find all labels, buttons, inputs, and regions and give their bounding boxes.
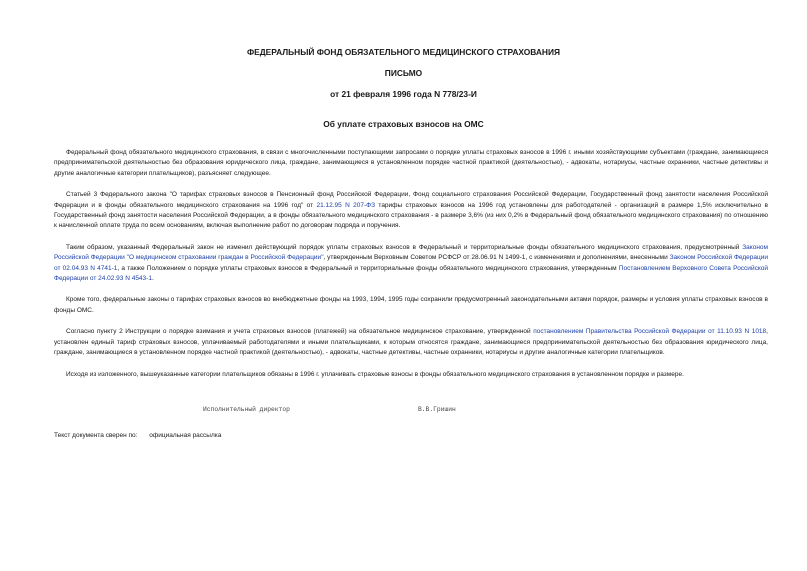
document-type: ПИСЬМО	[384, 68, 423, 78]
paragraph-5-text-a: Согласно пункту 2 Инструкции о порядке взимания и учета страховых взносов (платежей) на обязательное медицинское страхование, утвержденной	[66, 328, 534, 336]
document-subject: Об уплате страховых взносов на ОМС	[323, 119, 484, 129]
medical-insurance-law-link[interactable]: Законом Российской Федерации "О медицинском страховании граждан в Российской Федерации"	[54, 243, 768, 262]
paragraph-3-text-d: .	[151, 275, 154, 283]
signature-name: В.В.Гришин	[418, 406, 456, 413]
source-note	[54, 432, 221, 439]
paragraph-2-text-b: тарифы страховых взносов на 1996 год установлены для работодателей - организаций в размере 1,5% исключительно в Государственный фонд занятости населения Российской Федерации, а в фонды обязательного медицинского страхования - в размере 3,6% (из них 0,2% в Федеральный фонд обязательного медицинского страхования) по отношению к начисленной оплате труда по всем основаниям, включая выполнение работ по договорам подряда и поручения.	[54, 201, 769, 230]
law-207-fz-link[interactable]: 21.12.95 N 207-ФЗ	[316, 201, 376, 209]
organization-title: ФЕДЕРАЛЬНЫЙ ФОНД ОБЯЗАТЕЛЬНОГО МЕДИЦИНСКОГО СТРАХОВАНИЯ	[246, 47, 561, 57]
government-resolution-1018-link[interactable]: постановлением Правительства Российской Федерации от 11.10.93 N 1018	[533, 328, 767, 336]
paragraph-3-text-a: Таким образом, указанный Федеральный закон не изменил действующий порядок уплаты страховых взносов в Федеральный и территориальные фонды обязательного медицинского страхования, предусмотренный	[66, 243, 743, 251]
document-date-number: от 21 февраля 1996 года N 778/23-И	[330, 89, 477, 99]
paragraph-4: Кроме того, федеральные законы о тарифах страховых взносов во внебюджетные фонды на 1993, 1994, 1995 годы сохранили предусмотренный законодательными актами порядок, размеры и условия уплаты страховых взносов в фонды ОМС.	[54, 296, 768, 314]
paragraph-3	[54, 243, 768, 285]
paragraph-3-text-c: , а также Положением о порядке уплаты страховых взносов в Федеральный и территориальные фонды обязательного медицинского страхования, утвержденным	[117, 264, 619, 272]
source-label: Текст документа сверен по:	[54, 432, 138, 439]
paragraph-2-text-a: Статьей 3 Федерального закона "О тарифах страховых взносов в Пенсионный фонд Российской Федерации, Фонд социального страхования Российской Федерации, Государственный фонд занятости населения Российской Федерации и в фонды обязательного медицинского страхования на 1996 год" от	[54, 191, 768, 209]
law-4741-1-link[interactable]: Законом Российской Федерации от 02.04.93 N 4741-1	[54, 254, 769, 272]
paragraph-1: Федеральный фонд обязательного медицинского страхования, в связи с многочисленными поступающими запросами о порядке уплаты страховых взносов в 1996 г. иными хозяйствующими субъектами (граждане, занимающиеся предпринимательской деятельностью без образования юридического лица, граждане, занимающиеся в установленном порядке частной практикой (деятельностью), - адвокаты, нотариусы, частные охранники, частные детективы и другие аналогичные категории плательщиков), разъясняет следующее.	[54, 149, 768, 177]
resolution-4543-1-link[interactable]: Постановлением Верховного Совета Российской Федерации от 24.02.93 N 4543-1	[54, 264, 768, 283]
paragraph-2	[54, 190, 768, 232]
paragraph-6: Исходя из изложенного, вышеуказанные категории плательщиков обязаны в 1996 г. уплачивать страховые взносы в фонды обязательного медицинского страхования в установленном порядке и размере.	[66, 370, 684, 378]
source-value: официальная рассылка	[149, 432, 222, 439]
paragraph-5	[54, 327, 768, 358]
signature-position: Исполнительный директор	[203, 406, 290, 413]
paragraph-3-text-b: , утвержденным Верховным Советом РСФСР от 28.06.91 N 1499-1, с изменениями и дополнениями, внесенными	[323, 254, 670, 262]
document-body	[54, 148, 768, 380]
paragraph-5-text-b: , установлен единый тариф страховых взносов, уплачиваемый работодателями и иными плательщиками, к которым относятся граждане, занимающиеся предпринимательской деятельностью без образования юридического лица, граждане, занимающиеся в установленном порядке частной практикой (деятельностью), - адвокаты, частные детективы, частные охранники, нотариусы и другие аналогичные категории плательщиков.	[54, 328, 768, 357]
